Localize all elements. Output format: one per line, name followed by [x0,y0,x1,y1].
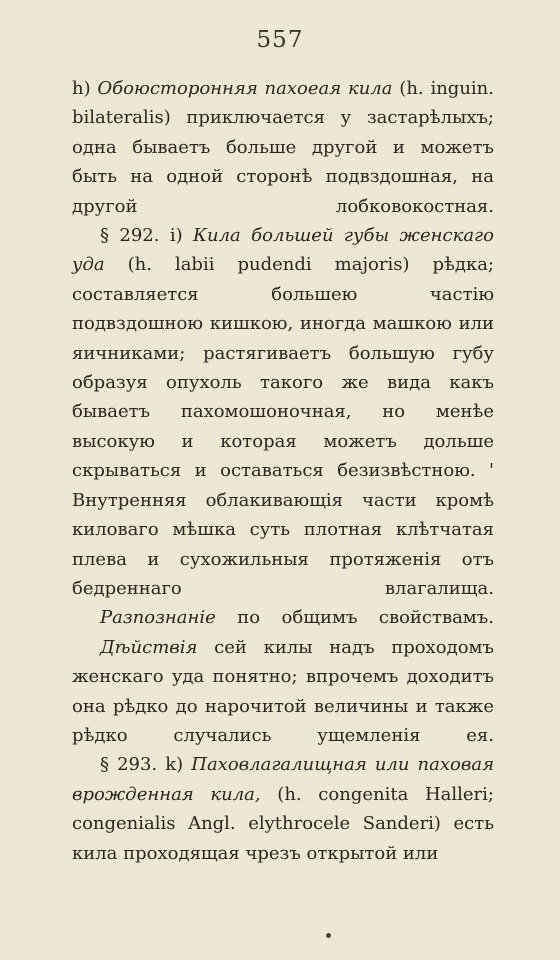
diagnosis-text: по общимъ свойствамъ. [215,607,494,629]
paragraph-label: h) [72,78,98,99]
diagnosis-heading: Разпознаніе [100,607,216,629]
paragraph-title: Обоюсторонняя пахоеая кила [97,78,393,99]
actions-heading: Дѣйствія [100,636,198,658]
actions-text: сей килы надъ проходомъ женскаго уда понятно; впрочемъ доходитъ она рѣдко до нарочитой величины и также рѣдко случались ущемленія ея. [72,636,494,746]
paragraph-bilateral-hernia [72,74,494,221]
paragraph-body: (h. inguin. bilateralis) приключается у застарѣлыхъ; одна бываетъ больше другой и можетъ быть на одной сторонѣ подвздошная, на другой лобковокостная. [72,78,494,217]
section-title: Паховлагалищная или паховая врожденная кила, [72,754,494,805]
page-text [72,74,494,868]
section-label: § 292. i) [100,225,194,247]
section-body: (h. congenita Halleri; congenialis Angl. elythrocele Sanderi) есть кила проходящая чрезъ открытой или [72,783,494,864]
section-label: § 293. k) [100,754,192,776]
paragraph-actions [72,633,494,751]
page-ink-dot [326,933,331,938]
page-number: 557 [256,27,304,53]
paragraph-293 [72,750,494,868]
paragraph-292 [72,221,494,603]
section-title: Кила большей губы женскаго уда [72,225,494,276]
section-body: (h. labii pudendi majoris) рѣдка; составляется большею частію подвздошною кишкою, иногда машкою или яичниками; растягиваетъ большую губу образуя опухоль такого же вида какъ бываетъ пахомошоночная, но менѣе высокую и которая можетъ дольше скрываться и оставаться безизвѣстною. ' Внутренняя облакивающія части кромѣ киловаго мѣшка суть плотная клѣтчатая плева и сухожильныя протяженія отъ бедреннаго влагалища. [72,254,494,599]
paragraph-diagnosis [72,603,494,632]
